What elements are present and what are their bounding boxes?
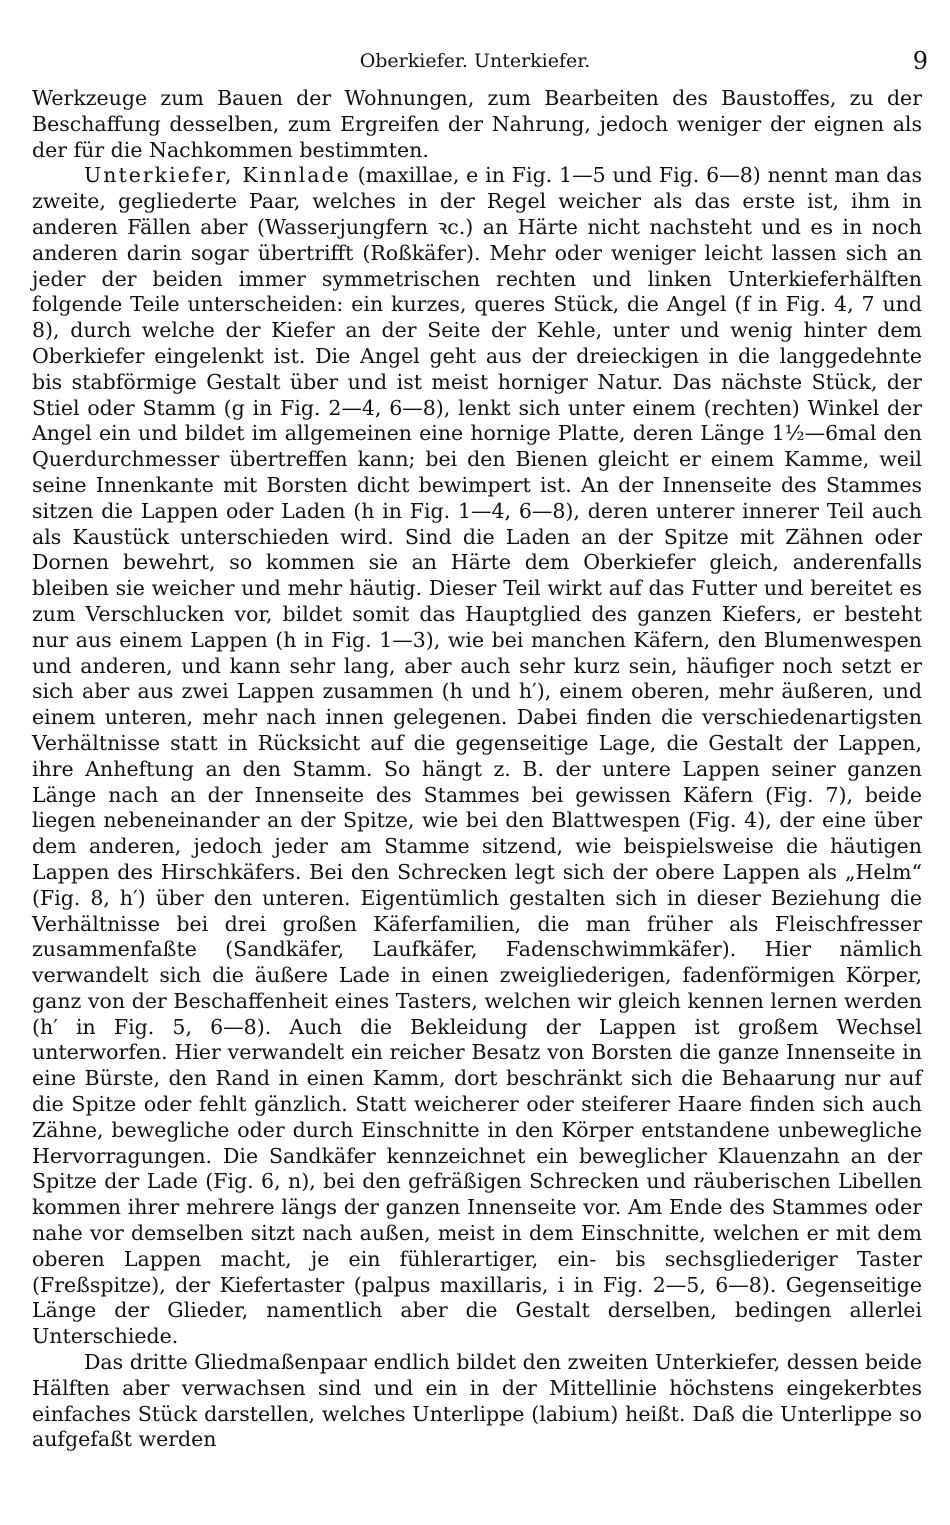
paragraph-2 <box>32 163 922 1350</box>
paragraph-3-text: Das dritte Gliedmaßenpaar endlich bildet den zweiten Unterkiefer, dessen beide Hälften aber verwachsen sind und ein in der Mittellinie höchstens eingekerbtes einfaches Stück darstellen, welches Unterlippe (labium) heißt. Daß die Unterlippe so aufgefaßt werden <box>32 1350 922 1452</box>
running-head <box>0 44 950 78</box>
paragraph-2-text: (maxillae, e in Fig. 1—5 und Fig. 6—8) nennt man das zweite, gegliederte Paar, welches in der Regel weicher als das erste ist, ihm in anderen Fällen aber (Wasserjungfern ꝛc.) an Härte nicht nachsteht und es in noch anderen darin sogar übertrifft (Roßkäfer). Mehr oder weniger leicht lassen sich an jeder der beiden immer symmetrischen rechten und linken Unterkieferhälften folgende Teile unterscheiden: ein kurzes, queres Stück, die Angel (f in Fig. 4, 7 und 8), durch welche der Kiefer an der Seite der Kehle, unter und wenig hinter dem Oberkiefer eingelenkt ist. Die Angel geht aus der dreieckigen in die langgedehnte bis stabförmige Gestalt über und ist meist horniger Natur. Das nächste Stück, der Stiel oder Stamm (g in Fig. 2—4, 6—8), lenkt sich unter einem (rechten) Winkel der Angel ein und bildet im allgemeinen eine hornige Platte, deren Länge 1½—6mal den Querdurchmesser übertreffen kann; bei den Bienen gleicht er einem Kamme, weil seine Innenkante mit Borsten dicht bewimpert ist. An der Innenseite des Stammes sitzen die Lappen oder Laden (h in Fig. 1—4, 6—8), deren unterer innerer Teil auch als Kaustück unterschieden wird. Sind die Laden an der Spitze mit Zähnen oder Dornen bewehrt, so kommen sie an Härte dem Oberkiefer gleich, anderenfalls bleiben sie weicher und mehr häutig. Dieser Teil wirkt auf das Futter und bereitet es zum Verschlucken vor, bildet somit das Hauptglied des ganzen Kiefers, er besteht nur aus einem Lappen (h in Fig. 1—3), wie bei manchen Käfern, den Blumenwespen und anderen, und kann sehr lang, aber auch sehr kurz sein, häufiger noch setzt er sich aber aus zwei Lappen zusammen (h und h′), einem oberen, mehr äußeren, und einem unteren, mehr nach innen gelegenen. Dabei finden die verschiedenartigsten Verhältnisse statt in Rücksicht auf die gegenseitige Lage, die Gestalt der Lappen, ihre Anheftung an den Stamm. So hängt z. B. der untere Lappen seiner ganzen Länge nach an der Innenseite des Stammes bei gewissen Käfern (Fig. 7), beide liegen nebeneinander an der Spitze, wie bei den Blattwespen (Fig. 4), der eine über dem anderen, jedoch jeder am Stamme sitzend, wie beispielsweise die häutigen Lappen des Hirschkäfers. Bei den Schrecken legt sich der obere Lappen als „Helm“ (Fig. 8, h′) über den unteren. Eigentümlich gestalten sich in dieser Beziehung die Verhältnisse bei drei großen Käferfamilien, die man früher als Fleischfresser zusammenfaßte (Sandkäfer, Laufkäfer, Fadenschwimmkäfer). Hier nämlich verwandelt sich die äußere Lade in einen zweigliederigen, fadenförmigen Körper, ganz von der Beschaffenheit eines Tasters, welchen wir gleich kennen lernen werden (h′ in Fig. 5, 6—8). Auch die Bekleidung der Lappen ist großem Wechsel unterworfen. Hier verwandelt ein reicher Besatz von Borsten die ganze Innenseite in eine Bürste, den Rand in einen Kamm, dort beschränkt sich die Behaarung nur auf die Spitze oder fehlt gänzlich. Statt weicherer oder steiferer Haare finden sich auch Zähne, bewegliche oder durch Einschnitte in den Körper entstandene unbewegliche Hervorragungen. Die Sandkäfer kennzeichnet ein beweglicher Klauenzahn an der Spitze der Lade (Fig. 6, n), bei den gefräßigen Schrecken und räuberischen Libellen kommen ihrer mehrere längs der ganzen Innenseite vor. Am Ende des Stammes oder nahe vor demselben sitzt nach außen, meist in dem Einschnitte, welchen er mit dem oberen Lappen macht, je ein fühlerartiger, ein- bis sechsgliederiger Taster (Freßspitze), der Kiefertaster (palpus maxillaris, i in Fig. 2—5, 6—8). Gegenseitige Länge der Glieder, namentlich aber die Gestalt derselben, bedingen allerlei Unterschiede. <box>32 163 923 1349</box>
paragraph-2-lead: Unterkiefer, Kinnlade <box>84 163 351 188</box>
body-text <box>32 86 922 1453</box>
paragraph-1 <box>32 86 922 163</box>
paragraph-3 <box>32 1350 922 1453</box>
running-title: Oberkiefer. Unterkiefer. <box>359 50 591 72</box>
page-number: 9 <box>912 47 928 75</box>
paragraph-1-text: Werkzeuge zum Bauen der Wohnungen, zum Bearbeiten des Baustoffes, zu der Beschaffung desselben, zum Ergreifen der Nahrung, jedoch weniger der eignen als der für die Nachkommen bestimmten. <box>32 86 922 162</box>
